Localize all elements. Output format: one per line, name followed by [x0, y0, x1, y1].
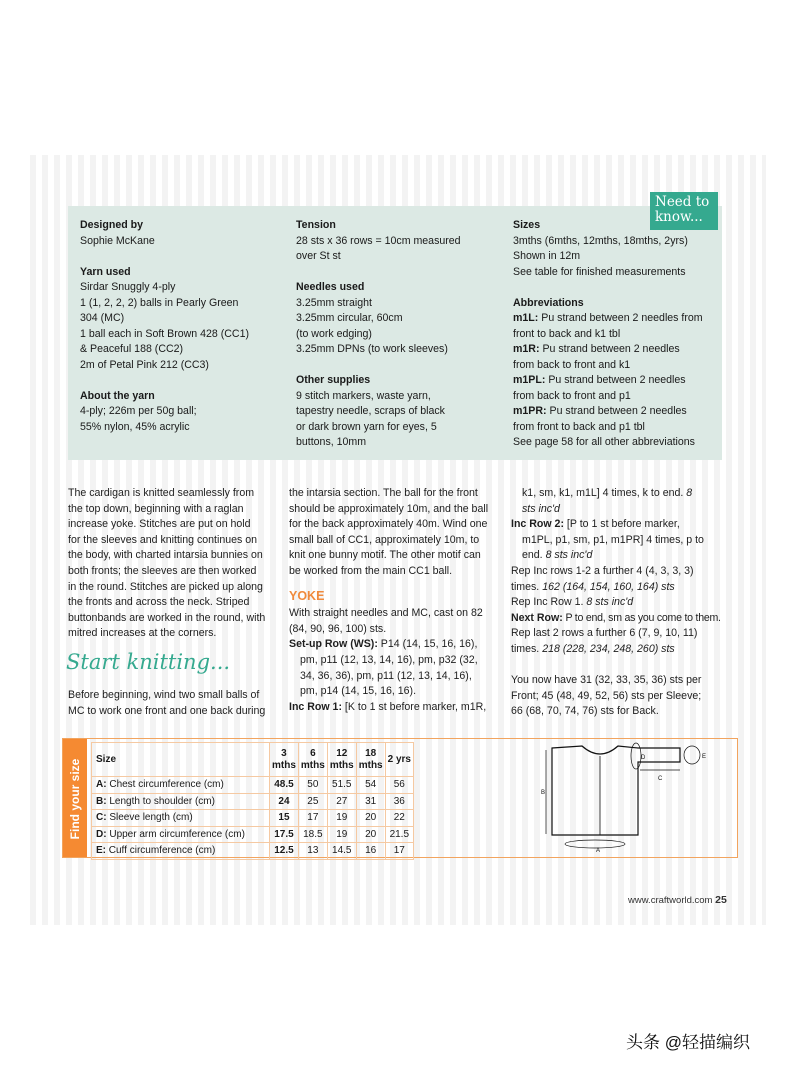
- cell: 19: [327, 810, 356, 827]
- row-label: E: Cuff circumference (cm): [92, 843, 270, 860]
- text-line: pm, p11 (12, 13, 14, 16), pm, p32 (32,: [300, 653, 478, 666]
- needles-line: (to work edging): [296, 327, 372, 340]
- text-line: small ball of CC1, approximately 10m, to: [289, 533, 480, 546]
- setup-row: Set-up Row (WS): P14 (14, 15, 16, 16),: [289, 638, 478, 651]
- abbrev-m1pr: m1PR: Pu strand between 2 needles: [513, 405, 687, 417]
- table-row: [92, 810, 414, 827]
- cell: 15: [270, 810, 299, 827]
- cell: 54: [356, 777, 385, 794]
- intro-line: in the round. Stitches are picked up along: [68, 580, 263, 593]
- text-line: (84, 90, 96, 100) sts.: [289, 622, 387, 635]
- abbrev-m1l: m1L: Pu strand between 2 needles from: [513, 312, 703, 324]
- text-line: Rep Inc Row 1. 8 sts inc'd: [511, 596, 634, 609]
- column-header: 12 mths: [327, 743, 356, 777]
- cell: 19: [327, 826, 356, 843]
- cell: 31: [356, 793, 385, 810]
- yoke-heading: YOKE: [289, 588, 325, 603]
- inc-row-1: Inc Row 1: [K to 1 st before marker, m1R,: [289, 700, 487, 713]
- cell: 20: [356, 826, 385, 843]
- needles-line: 3.25mm straight: [296, 296, 372, 309]
- about-yarn-line: 4-ply; 226m per 50g ball;: [80, 405, 197, 417]
- table-header-row: [92, 743, 414, 777]
- cell: 20: [356, 810, 385, 827]
- intro-line: mitred increases at the corners.: [68, 627, 217, 640]
- needles-heading: Needles used: [296, 281, 365, 293]
- watermark-text: 头条 @轻描编织: [626, 1033, 750, 1052]
- sizes-heading: Sizes: [513, 219, 541, 231]
- body-column-1-continued: [68, 688, 283, 719]
- cell: 17: [298, 810, 327, 827]
- garment-outline: [552, 746, 680, 835]
- tension-line: over St st: [296, 250, 341, 262]
- intro-line: The cardigan is knitted seamlessly from: [68, 487, 255, 499]
- before-beginning-line: MC to work one front and one back during: [68, 704, 266, 717]
- text-line: m1PL, p1, sm, p1, m1PR] 4 times, p to: [522, 533, 704, 546]
- text-line: Rep Inc rows 1-2 a further 4 (4, 3, 3, 3): [511, 564, 694, 577]
- abbrev-line: from front to back and p1 tbl: [513, 420, 645, 433]
- intro-line: both fronts; the sleeves are then worked: [68, 564, 257, 577]
- intro-line: the top down, beginning with a raglan: [68, 502, 244, 515]
- garment-schematic-diagram: [540, 740, 734, 856]
- cell: 21.5: [385, 826, 413, 843]
- supplies-line: 9 stitch markers, waste yarn,: [296, 389, 431, 402]
- start-knitting-heading: Start knitting...: [66, 650, 231, 674]
- supplies-line: tapestry needle, scraps of black: [296, 405, 445, 417]
- sizes-line: Shown in 12m: [513, 250, 581, 262]
- cell: 36: [385, 793, 413, 810]
- intro-line: the fronts and across the neck. Striped: [68, 596, 250, 609]
- yarn-line: & Peaceful 188 (CC2): [80, 343, 184, 355]
- abbrev-line: from back to front and p1: [513, 389, 631, 402]
- cell: 25: [298, 793, 327, 810]
- measure-d-ellipse: [631, 743, 641, 769]
- yarn-used-heading: Yarn used: [80, 265, 131, 278]
- intro-line: buttonbands are worked in the round, with: [68, 611, 266, 624]
- cell: 14.5: [327, 843, 356, 860]
- needles-line: 3.25mm DPNs (to work sleeves): [296, 343, 448, 355]
- label-a: A: [596, 848, 601, 854]
- text-line: end. 8 sts inc'd: [522, 549, 593, 562]
- cell: 17.5: [270, 826, 299, 843]
- next-row: Next Row: P to end, sm as you come to them.: [511, 611, 721, 624]
- cell: 24: [270, 793, 299, 810]
- cell: 18.5: [298, 826, 327, 843]
- text-line: sts inc'd: [522, 502, 560, 515]
- inc-row-2: Inc Row 2: [P to 1 st before marker,: [511, 518, 680, 531]
- page-number: 25: [715, 894, 727, 906]
- yarn-line: 2m of Petal Pink 212 (CC3): [80, 358, 209, 371]
- table-row: [92, 777, 414, 794]
- sizes-line: 3mths (6mths, 12mths, 18mths, 2yrs): [513, 234, 688, 247]
- supplies-line: buttons, 10mm: [296, 436, 367, 448]
- badge-line-1: Need to: [655, 194, 710, 210]
- cell: 27: [327, 793, 356, 810]
- cell: 12.5: [270, 843, 299, 860]
- intro-line: the body, with charted intarsia bunnies on: [68, 549, 263, 562]
- table-row: [92, 826, 414, 843]
- info-column-1: [80, 218, 285, 435]
- info-column-2: [296, 218, 506, 451]
- column-header: 6 mths: [298, 743, 327, 777]
- measure-a-ellipse: [565, 840, 625, 848]
- before-beginning-line: Before beginning, wind two small balls of: [68, 689, 260, 701]
- info-column-3: [513, 218, 718, 451]
- tension-line: 28 sts x 36 rows = 10cm measured: [296, 234, 461, 247]
- size-header: Size: [92, 743, 270, 777]
- sizes-line: See table for finished measurements: [513, 265, 686, 278]
- site-url: www.craftworld.com: [628, 895, 713, 906]
- label-e: E: [702, 754, 707, 760]
- tab-label: Find your size: [68, 758, 82, 840]
- intro-line: for the sleeves and knitting continues on: [68, 533, 258, 546]
- abbrev-m1r: m1R: Pu strand between 2 needles: [513, 343, 680, 355]
- find-your-size-tab: [63, 739, 87, 857]
- designer-name: Sophie McKane: [80, 234, 155, 247]
- abbrev-line: from back to front and k1: [513, 358, 631, 371]
- measure-e-ellipse: [684, 746, 700, 764]
- intro-line: increase yoke. Stitches are put on hold: [68, 518, 251, 531]
- text-line: knit one bunny motif. The other motif can: [289, 549, 481, 562]
- abbrev-m1pl: m1PL: Pu strand between 2 needles: [513, 374, 686, 386]
- cell: 48.5: [270, 777, 299, 794]
- text-line: times. 162 (164, 154, 160, 164) sts: [511, 580, 675, 593]
- yarn-line: 1 ball each in Soft Brown 428 (CC1): [80, 327, 249, 340]
- text-line: Front; 45 (48, 49, 52, 56) sts per Sleeve;: [511, 689, 702, 702]
- text-line: 66 (68, 70, 74, 76) sts for Back.: [511, 705, 659, 718]
- row-label: B: Length to shoulder (cm): [92, 793, 270, 810]
- text-line: 34, 36, 36), pm, p11 (12, 13, 14, 16),: [300, 669, 472, 682]
- column-header: 3 mths: [270, 743, 299, 777]
- other-supplies-heading: Other supplies: [296, 374, 371, 386]
- label-d: D: [641, 755, 646, 761]
- row-label: D: Upper arm circumference (cm): [92, 826, 270, 843]
- text-line: pm, p14 (14, 15, 16, 16).: [300, 685, 417, 698]
- need-to-know-badge: [650, 192, 718, 230]
- footer: [628, 894, 727, 906]
- cell: 56: [385, 777, 413, 794]
- text-line: times. 218 (228, 234, 248, 260) sts: [511, 642, 675, 655]
- cell: 13: [298, 843, 327, 860]
- label-b: B: [541, 790, 546, 796]
- tension-heading: Tension: [296, 219, 336, 231]
- text-line: With straight needles and MC, cast on 82: [289, 607, 483, 620]
- cell: 17: [385, 843, 413, 860]
- yarn-line: 1 (1, 2, 2, 2) balls in Pearly Green: [80, 296, 239, 309]
- badge-line-2: know...: [655, 209, 703, 225]
- text-line: for the back approximately 40m. Wind one: [289, 518, 488, 531]
- cell: 50: [298, 777, 327, 794]
- body-column-3: [511, 486, 726, 720]
- abbrev-line: front to back and k1 tbl: [513, 327, 621, 340]
- column-header: 18 mths: [356, 743, 385, 777]
- abbreviations-heading: Abbreviations: [513, 296, 584, 309]
- cell: 16: [356, 843, 385, 860]
- text-line: be worked from the main CC1 ball.: [289, 564, 453, 577]
- about-yarn-heading: About the yarn: [80, 389, 155, 402]
- need-to-know-box: [68, 206, 722, 460]
- designed-by-heading: Designed by: [80, 219, 143, 231]
- text-line: Rep last 2 rows a further 6 (7, 9, 10, 11): [511, 627, 698, 640]
- text-line: should be approximately 10m, and the ball: [289, 502, 489, 515]
- yarn-line: 304 (MC): [80, 312, 125, 324]
- yarn-line: Sirdar Snuggly 4-ply: [80, 281, 176, 293]
- column-header: 2 yrs: [385, 743, 413, 777]
- about-yarn-line: 55% nylon, 45% acrylic: [80, 420, 190, 433]
- text-line: k1, sm, k1, m1L] 4 times, k to end. 8: [522, 487, 693, 499]
- text-line: You now have 31 (32, 33, 35, 36) sts per: [511, 674, 702, 687]
- row-label: C: Sleeve length (cm): [92, 810, 270, 827]
- table-row: [92, 793, 414, 810]
- row-label: A: Chest circumference (cm): [92, 777, 270, 794]
- body-column-2: [289, 486, 504, 715]
- cell: 22: [385, 810, 413, 827]
- label-c: C: [658, 776, 663, 782]
- measurements-table: [91, 742, 414, 860]
- body-column-1: [68, 486, 283, 642]
- needles-line: 3.25mm circular, 60cm: [296, 312, 403, 324]
- supplies-line: or dark brown yarn for eyes, 5: [296, 420, 437, 433]
- text-line: the intarsia section. The ball for the front: [289, 487, 478, 499]
- see-page-note: See page 58 for all other abbreviations: [513, 436, 695, 448]
- cell: 51.5: [327, 777, 356, 794]
- table-row: [92, 843, 414, 860]
